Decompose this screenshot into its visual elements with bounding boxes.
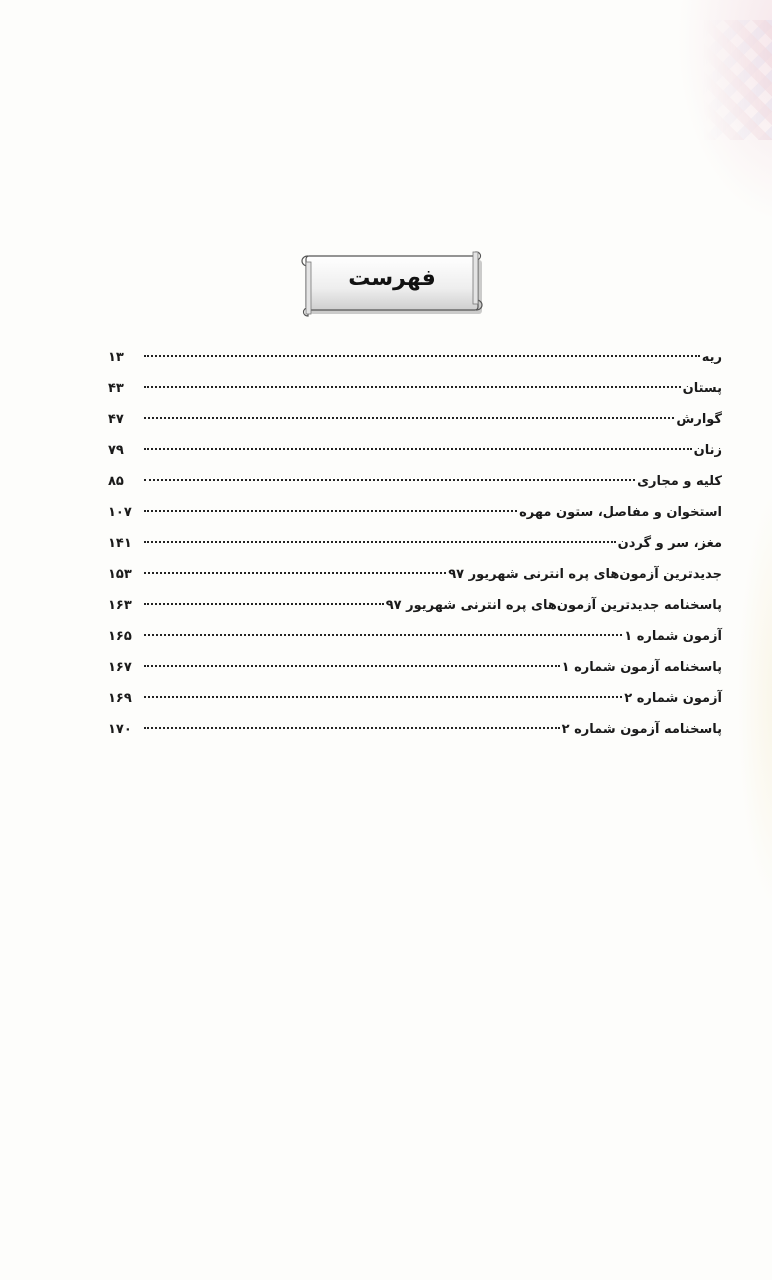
toc-entry xyxy=(108,590,722,621)
toc-entry-page: ۱۶۷ xyxy=(108,660,132,675)
toc-leader-dots xyxy=(144,603,384,605)
toc-leader-dots xyxy=(144,417,674,419)
toc-entry xyxy=(108,342,722,373)
toc-leader-dots xyxy=(144,355,700,357)
toc-entry-title: پاسخنامه جدیدترین آزمون‌های پره انترنی شهریور ۹۷ xyxy=(385,598,722,613)
toc-entry xyxy=(108,435,722,466)
toc-entry-page: ۱۵۳ xyxy=(108,567,132,582)
toc-leader-dots xyxy=(144,541,616,543)
toc-entry xyxy=(108,466,722,497)
toc-entry-title: جدیدترین آزمون‌های پره انترنی شهریور ۹۷ xyxy=(448,567,722,582)
toc-entry-page: ۸۵ xyxy=(108,474,124,489)
toc-entry xyxy=(108,652,722,683)
title-scroll-banner xyxy=(298,248,486,320)
toc-entry-page: ۱۶۳ xyxy=(108,598,132,613)
toc-leader-dots xyxy=(144,727,560,729)
toc-leader-dots xyxy=(144,510,517,512)
toc-entry-title: پستان xyxy=(682,381,722,396)
toc-entry-page: ۴۷ xyxy=(108,412,124,427)
toc-leader-dots xyxy=(144,386,681,388)
toc-leader-dots xyxy=(144,634,622,636)
toc-entry-title: استخوان و مفاصل، ستون مهره xyxy=(519,505,722,520)
toc-entry-page: ۱۴۱ xyxy=(108,536,132,551)
toc-entry-title: زنان xyxy=(693,443,722,458)
toc-entry-page: ۷۹ xyxy=(108,443,124,458)
toc-entry xyxy=(108,714,722,745)
toc-entry-title: آزمون شماره ۱ xyxy=(624,629,722,644)
toc-entry-page: ۱۶۵ xyxy=(108,629,132,644)
toc-entry-title: آزمون شماره ۲ xyxy=(624,691,722,706)
toc-entry xyxy=(108,404,722,435)
table-of-contents xyxy=(108,342,722,745)
toc-entry xyxy=(108,373,722,404)
toc-entry xyxy=(108,683,722,714)
page-title: فهرست xyxy=(348,266,436,291)
toc-entry-title: گوارش xyxy=(676,412,722,427)
toc-entry-page: ۴۳ xyxy=(108,381,124,396)
toc-entry-title: کلیه و مجاری xyxy=(637,474,722,489)
toc-entry xyxy=(108,497,722,528)
toc-leader-dots xyxy=(144,479,635,481)
toc-entry-page: ۱۳ xyxy=(108,350,124,365)
toc-leader-dots xyxy=(144,665,560,667)
toc-entry-page: ۱۰۷ xyxy=(108,505,132,520)
corner-decoration xyxy=(702,20,772,140)
toc-entry-title: پاسخنامه آزمون شماره ۲ xyxy=(561,722,722,737)
toc-entry-title: پاسخنامه آزمون شماره ۱ xyxy=(561,660,722,675)
toc-leader-dots xyxy=(144,448,692,450)
toc-entry xyxy=(108,621,722,652)
toc-entry-page: ۱۷۰ xyxy=(108,722,132,737)
toc-entry xyxy=(108,528,722,559)
toc-entry xyxy=(108,559,722,590)
toc-leader-dots xyxy=(144,696,622,698)
toc-entry-title: مغز، سر و گردن xyxy=(617,536,722,551)
toc-entry-title: ریه xyxy=(701,350,722,365)
toc-leader-dots xyxy=(144,572,446,574)
toc-entry-page: ۱۶۹ xyxy=(108,691,132,706)
